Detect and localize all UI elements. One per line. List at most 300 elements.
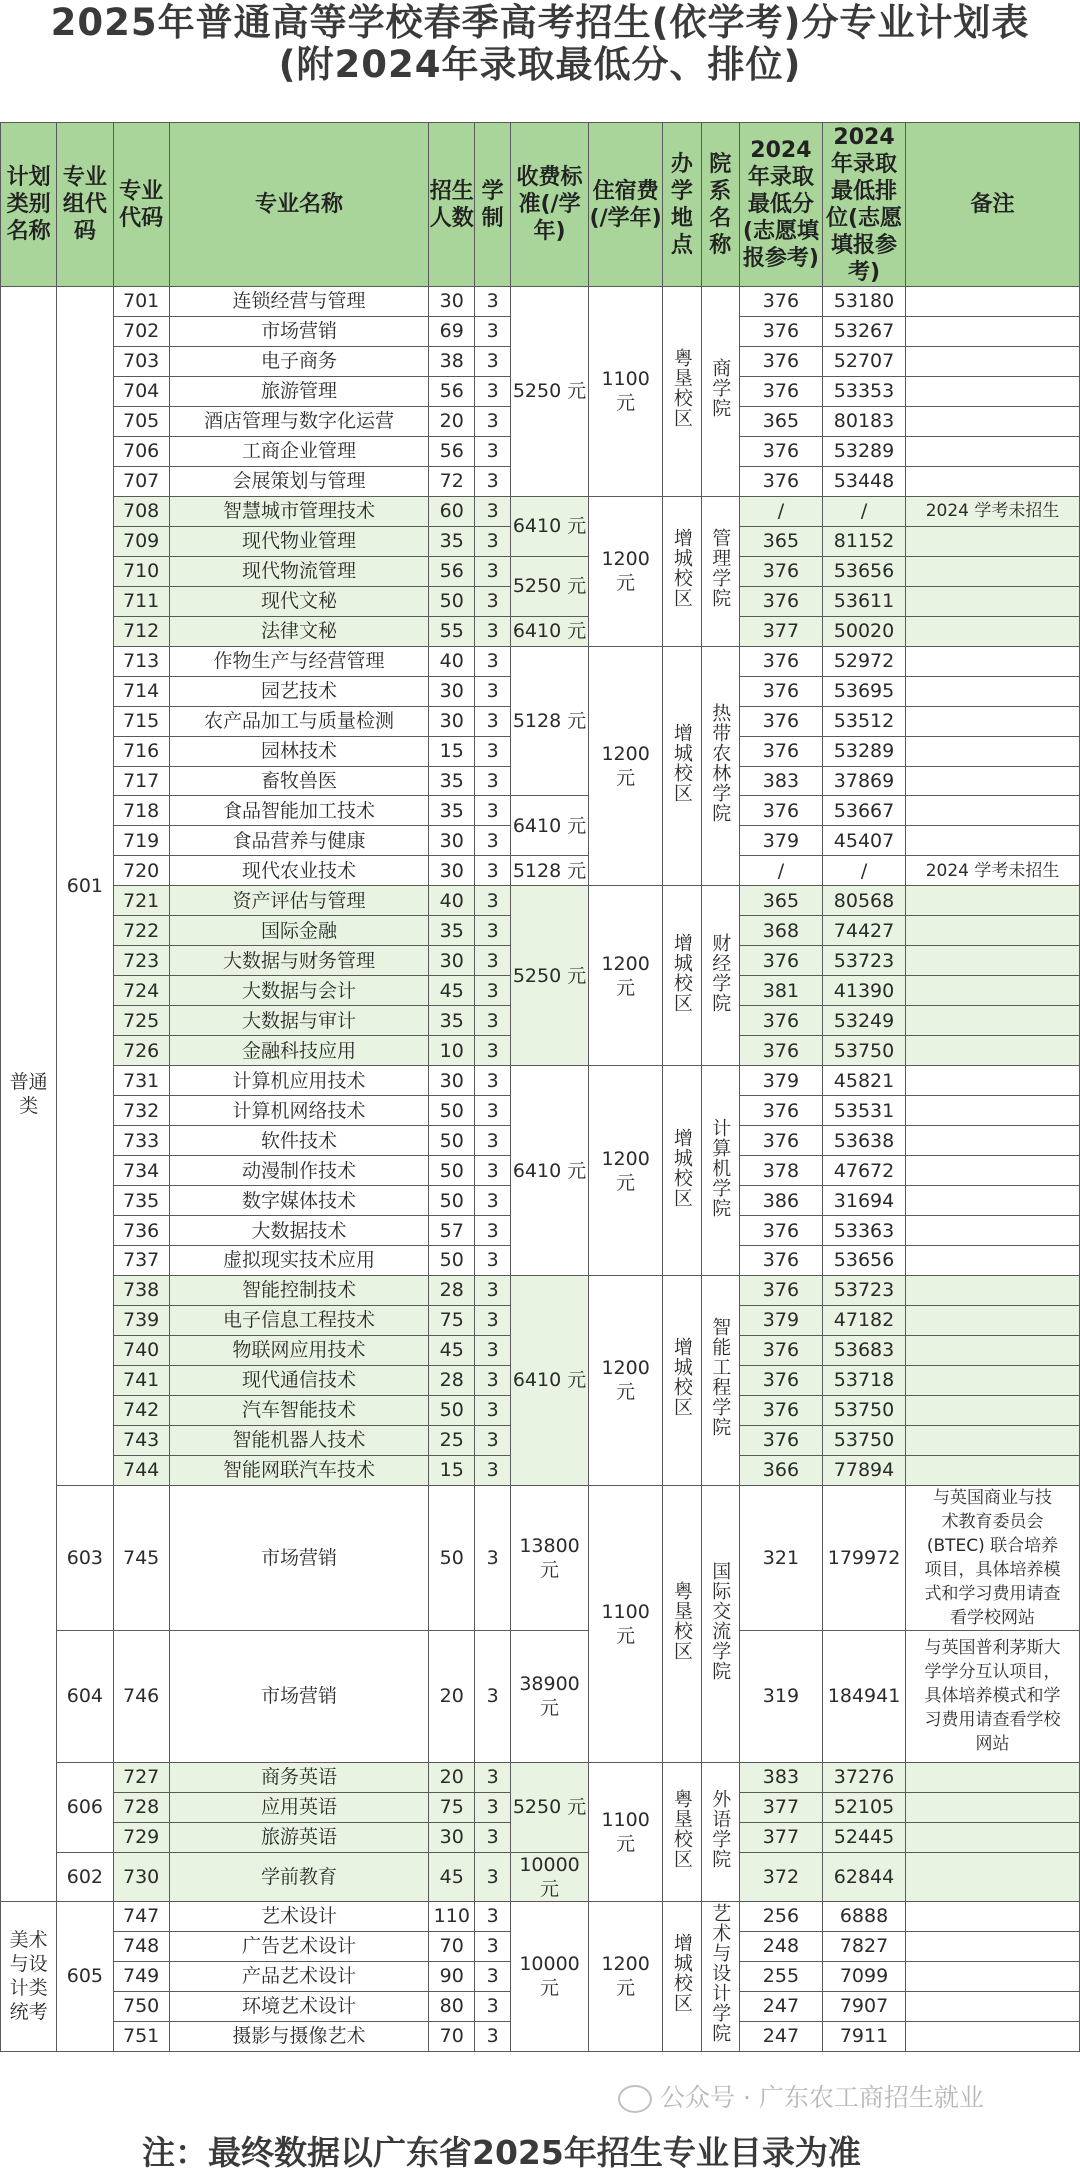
remark-line: 网站: [975, 1734, 1010, 1755]
remark-cell: [906, 1630, 1080, 1762]
duration-cell: 3: [475, 676, 511, 706]
department-cell: [701, 646, 739, 886]
duration-cell: 3: [475, 916, 511, 946]
enroll-count-cell: 55: [429, 616, 475, 646]
tuition-cell: 6410 元: [511, 796, 589, 856]
major-name-cell: 畜牧兽医: [169, 766, 429, 796]
major-name-cell: 智能控制技术: [169, 1275, 429, 1305]
tuition-cell: 6410 元: [511, 616, 589, 646]
campus-cell: [663, 1275, 701, 1485]
major-code-cell: 721: [113, 886, 169, 916]
major-name-cell: 大数据与财务管理: [169, 946, 429, 976]
tuition-cell: 13800 元: [511, 1485, 589, 1630]
header-cell: 招生人数: [429, 123, 475, 287]
duration-cell: 3: [475, 1216, 511, 1246]
min-rank-cell: 74427: [822, 916, 905, 946]
enroll-count-cell: 56: [429, 376, 475, 406]
tuition-cell: 5250 元: [511, 287, 589, 497]
table-row: [1, 886, 1080, 916]
remark-cell: [906, 556, 1080, 586]
major-code-cell: 741: [113, 1365, 169, 1395]
department-cell: [701, 1762, 739, 1901]
enroll-count-cell: 20: [429, 406, 475, 436]
duration-cell: 3: [475, 1335, 511, 1365]
min-score-cell: 372: [739, 1852, 822, 1901]
remark-cell: [906, 616, 1080, 646]
major-name-cell: 作物生产与经营管理: [169, 646, 429, 676]
tuition-cell: 5250 元: [511, 886, 589, 1066]
major-name-cell: 智能网联汽车技术: [169, 1455, 429, 1485]
header-cell: 办学地点: [663, 123, 701, 287]
min-score-cell: 376: [739, 1126, 822, 1156]
remark-cell: [906, 706, 1080, 736]
category-name: 美术 与设 计类 统考: [9, 1929, 48, 2024]
watermark-text: 公众号 · 广东农工商招生就业: [660, 2083, 984, 2112]
major-code-cell: 747: [113, 1901, 169, 1931]
major-code-cell: 736: [113, 1216, 169, 1246]
remark-cell: [906, 736, 1080, 766]
duration-cell: 3: [475, 1630, 511, 1762]
major-code-cell: 748: [113, 1931, 169, 1961]
min-rank-cell: /: [822, 496, 905, 526]
duration-cell: 3: [475, 856, 511, 886]
enroll-count-cell: 75: [429, 1305, 475, 1335]
duration-cell: 3: [475, 1395, 511, 1425]
enroll-count-cell: 75: [429, 1792, 475, 1822]
remark-cell: [906, 916, 1080, 946]
min-rank-cell: 53180: [822, 287, 905, 317]
enroll-count-cell: 50: [429, 1126, 475, 1156]
dorm-fee-cell: 1200 元: [589, 1275, 663, 1485]
major-code-cell: 706: [113, 436, 169, 466]
major-name-cell: 智能机器人技术: [169, 1425, 429, 1455]
major-name-cell: 工商企业管理: [169, 436, 429, 466]
duration-cell: 3: [475, 2021, 511, 2051]
enroll-count-cell: 35: [429, 526, 475, 556]
duration-cell: 3: [475, 1425, 511, 1455]
duration-cell: 3: [475, 287, 511, 317]
header-cell: 收费标准(/学年): [511, 123, 589, 287]
min-rank-cell: 7827: [822, 1931, 905, 1961]
major-name-cell: 应用英语: [169, 1792, 429, 1822]
remark-line: 术教育委员会: [941, 1511, 1044, 1532]
min-rank-cell: 53611: [822, 586, 905, 616]
dorm-fee-cell: 1200 元: [589, 1066, 663, 1276]
remark-cell: [906, 376, 1080, 406]
remark-line: 项目，具体培养模: [924, 1559, 1061, 1580]
remark-cell: [906, 1991, 1080, 2021]
table-row: [1, 1275, 1080, 1305]
major-code-cell: 715: [113, 706, 169, 736]
title-line-1: 2025年普通高等学校春季高考招生(依学考)分专业计划表: [50, 1, 1030, 44]
major-code-cell: 733: [113, 1126, 169, 1156]
remark-line: (BTEC) 联合培养: [926, 1535, 1059, 1556]
table-body: [1, 287, 1080, 2052]
header-cell: 专业组代码: [57, 123, 113, 287]
min-rank-cell: 53363: [822, 1216, 905, 1246]
min-rank-cell: 80568: [822, 886, 905, 916]
major-code-cell: 738: [113, 1275, 169, 1305]
duration-cell: 3: [475, 736, 511, 766]
min-rank-cell: 45821: [822, 1066, 905, 1096]
remark-cell: [906, 1036, 1080, 1066]
header-row: [1, 123, 1080, 287]
min-score-cell: 376: [739, 556, 822, 586]
header-cell: 计划类别名称: [1, 123, 57, 287]
remark-cell: [906, 1066, 1080, 1096]
enroll-count-cell: 28: [429, 1365, 475, 1395]
major-name-cell: 软件技术: [169, 1126, 429, 1156]
min-rank-cell: 37869: [822, 766, 905, 796]
enroll-count-cell: 30: [429, 826, 475, 856]
major-code-cell: 701: [113, 287, 169, 317]
remark-cell: [906, 826, 1080, 856]
min-score-cell: 376: [739, 1216, 822, 1246]
min-score-cell: 365: [739, 886, 822, 916]
min-rank-cell: 7911: [822, 2021, 905, 2051]
duration-cell: 3: [475, 1305, 511, 1335]
group-code-cell: 604: [57, 1630, 113, 1762]
duration-cell: 3: [475, 1822, 511, 1852]
group-code-cell: 602: [57, 1852, 113, 1901]
group-code-cell: 605: [57, 1901, 113, 2051]
enroll-count-cell: 30: [429, 946, 475, 976]
major-code-cell: 725: [113, 1006, 169, 1036]
enroll-count-cell: 90: [429, 1961, 475, 1991]
major-name-cell: 智慧城市管理技术: [169, 496, 429, 526]
enroll-count-cell: 25: [429, 1425, 475, 1455]
min-rank-cell: 53512: [822, 706, 905, 736]
remark-cell: 2024 学考未招生: [906, 496, 1080, 526]
campus-name: 增城校区: [670, 1933, 693, 2014]
remark-cell: [906, 1961, 1080, 1991]
table-row: [1, 796, 1080, 826]
table-row: [1, 1630, 1080, 1762]
duration-cell: 3: [475, 1126, 511, 1156]
min-score-cell: 376: [739, 646, 822, 676]
plan-table: [0, 122, 1080, 2052]
min-score-cell: 247: [739, 2021, 822, 2051]
major-name-cell: 园林技术: [169, 736, 429, 766]
remark-line: 与英国商业与技: [933, 1487, 1053, 1508]
min-rank-cell: 7099: [822, 1961, 905, 1991]
min-rank-cell: 52105: [822, 1792, 905, 1822]
campus-cell: [663, 646, 701, 886]
table-row: [1, 1762, 1080, 1792]
major-name-cell: 旅游管理: [169, 376, 429, 406]
department-name: 外语学院: [709, 1788, 732, 1869]
enroll-count-cell: 50: [429, 586, 475, 616]
duration-cell: 3: [475, 496, 511, 526]
department-cell: [701, 496, 739, 646]
duration-cell: 3: [475, 466, 511, 496]
major-code-cell: 740: [113, 1335, 169, 1365]
enroll-count-cell: 10: [429, 1036, 475, 1066]
duration-cell: 3: [475, 1066, 511, 1096]
enroll-count-cell: 70: [429, 1931, 475, 1961]
duration-cell: 3: [475, 1275, 511, 1305]
duration-cell: 3: [475, 886, 511, 916]
department-cell: [701, 1901, 739, 2051]
remark-cell: [906, 586, 1080, 616]
campus-cell: [663, 1901, 701, 2051]
enroll-count-cell: 30: [429, 706, 475, 736]
duration-cell: 3: [475, 1901, 511, 1931]
major-code-cell: 720: [113, 856, 169, 886]
remark-cell: [906, 1156, 1080, 1186]
major-name-cell: 现代物流管理: [169, 556, 429, 586]
enroll-count-cell: 30: [429, 287, 475, 317]
min-rank-cell: 53750: [822, 1395, 905, 1425]
tuition-cell: 5128 元: [511, 856, 589, 886]
remark-line: 看学校网站: [950, 1607, 1036, 1628]
major-code-cell: 719: [113, 826, 169, 856]
remark-cell: [906, 1096, 1080, 1126]
department-cell: [701, 1066, 739, 1276]
duration-cell: 3: [475, 616, 511, 646]
major-name-cell: 法律文秘: [169, 616, 429, 646]
major-name-cell: 市场营销: [169, 1630, 429, 1762]
duration-cell: 3: [475, 646, 511, 676]
remark-cell: [906, 1246, 1080, 1276]
min-rank-cell: 52972: [822, 646, 905, 676]
major-name-cell: 商务英语: [169, 1762, 429, 1792]
major-name-cell: 摄影与摄像艺术: [169, 2021, 429, 2051]
remark-cell: [906, 1186, 1080, 1216]
major-code-cell: 724: [113, 976, 169, 1006]
min-score-cell: 376: [739, 706, 822, 736]
remark-cell: [906, 1762, 1080, 1792]
wechat-icon: [618, 2085, 652, 2113]
table-row: [1, 616, 1080, 646]
min-rank-cell: 77894: [822, 1455, 905, 1485]
duration-cell: 3: [475, 1036, 511, 1066]
table-row: [1, 496, 1080, 526]
major-code-cell: 749: [113, 1961, 169, 1991]
major-code-cell: 732: [113, 1096, 169, 1126]
major-code-cell: 703: [113, 346, 169, 376]
remark-line: 学学分互认项目，: [924, 1662, 1061, 1683]
header-cell: 专业名称: [169, 123, 429, 287]
table-row: [1, 1852, 1080, 1901]
campus-name: 增城校区: [670, 1127, 693, 1208]
major-code-cell: 751: [113, 2021, 169, 2051]
duration-cell: 3: [475, 1365, 511, 1395]
min-rank-cell: 80183: [822, 406, 905, 436]
min-score-cell: 376: [739, 946, 822, 976]
min-rank-cell: 53249: [822, 1006, 905, 1036]
enroll-count-cell: 15: [429, 736, 475, 766]
major-name-cell: 电子商务: [169, 346, 429, 376]
department-cell: [701, 287, 739, 497]
min-score-cell: 376: [739, 1036, 822, 1066]
major-name-cell: 大数据与审计: [169, 1006, 429, 1036]
department-cell: [701, 1275, 739, 1485]
min-rank-cell: 53750: [822, 1425, 905, 1455]
min-score-cell: 381: [739, 976, 822, 1006]
min-rank-cell: 53267: [822, 316, 905, 346]
tuition-cell: 10000 元: [511, 1852, 589, 1901]
min-score-cell: 376: [739, 736, 822, 766]
enroll-count-cell: 70: [429, 2021, 475, 2051]
department-name: 商学院: [709, 358, 732, 419]
enroll-count-cell: 72: [429, 466, 475, 496]
department-name: 热带农林学院: [709, 703, 732, 823]
major-code-cell: 711: [113, 586, 169, 616]
duration-cell: 3: [475, 976, 511, 1006]
duration-cell: 3: [475, 1931, 511, 1961]
enroll-count-cell: 30: [429, 676, 475, 706]
major-name-cell: 现代文秘: [169, 586, 429, 616]
min-rank-cell: 53750: [822, 1036, 905, 1066]
min-rank-cell: 53353: [822, 376, 905, 406]
category-cell: [1, 287, 57, 1902]
duration-cell: 3: [475, 766, 511, 796]
enroll-count-cell: 30: [429, 1066, 475, 1096]
duration-cell: 3: [475, 1096, 511, 1126]
duration-cell: 3: [475, 1961, 511, 1991]
major-code-cell: 737: [113, 1246, 169, 1276]
major-name-cell: 大数据与会计: [169, 976, 429, 1006]
major-name-cell: 市场营销: [169, 1485, 429, 1630]
enroll-count-cell: 38: [429, 346, 475, 376]
min-score-cell: 365: [739, 406, 822, 436]
enroll-count-cell: 50: [429, 1246, 475, 1276]
major-name-cell: 会展策划与管理: [169, 466, 429, 496]
remark-cell: [906, 1216, 1080, 1246]
campus-name: 增城校区: [670, 1337, 693, 1418]
min-score-cell: 376: [739, 287, 822, 317]
duration-cell: 3: [475, 436, 511, 466]
enroll-count-cell: 40: [429, 886, 475, 916]
major-code-cell: 705: [113, 406, 169, 436]
duration-cell: 3: [475, 1991, 511, 2021]
min-score-cell: 376: [739, 346, 822, 376]
major-name-cell: 农产品加工与质量检测: [169, 706, 429, 736]
remark-line: 习费用请查看学校: [924, 1710, 1061, 1731]
duration-cell: 3: [475, 1246, 511, 1276]
header-cell: 学制: [475, 123, 511, 287]
min-score-cell: 247: [739, 1991, 822, 2021]
min-score-cell: 376: [739, 1096, 822, 1126]
min-rank-cell: 62844: [822, 1852, 905, 1901]
min-score-cell: 376: [739, 1335, 822, 1365]
min-score-cell: 379: [739, 1066, 822, 1096]
min-rank-cell: 184941: [822, 1630, 905, 1762]
remark-line: 式和学习费用请查: [924, 1583, 1061, 1604]
min-score-cell: 376: [739, 1425, 822, 1455]
category-cell: [1, 1901, 57, 2051]
min-rank-cell: 52445: [822, 1822, 905, 1852]
remark-cell: 2024 学考未招生: [906, 856, 1080, 886]
enroll-count-cell: 69: [429, 316, 475, 346]
min-rank-cell: 53638: [822, 1126, 905, 1156]
tuition-cell: 5250 元: [511, 1762, 589, 1852]
min-rank-cell: 53667: [822, 796, 905, 826]
enroll-count-cell: 45: [429, 1335, 475, 1365]
header-cell: 备注: [906, 123, 1080, 287]
duration-cell: 3: [475, 1186, 511, 1216]
major-name-cell: 现代农业技术: [169, 856, 429, 886]
major-name-cell: 环境艺术设计: [169, 1991, 429, 2021]
department-name: 艺术与设计学院: [709, 1903, 732, 2044]
min-score-cell: 386: [739, 1186, 822, 1216]
department-name: 智能工程学院: [709, 1317, 732, 1438]
header-cell: 专业代码: [113, 123, 169, 287]
major-code-cell: 750: [113, 1991, 169, 2021]
remark-cell: [906, 1395, 1080, 1425]
major-name-cell: 虚拟现实技术应用: [169, 1246, 429, 1276]
department-name: 计算机学院: [709, 1117, 732, 1218]
min-score-cell: 321: [739, 1485, 822, 1630]
dorm-fee-cell: 1100 元: [589, 1485, 663, 1762]
min-rank-cell: 81152: [822, 526, 905, 556]
header-cell: 2024年录取最低排位(志愿填报参考): [822, 123, 905, 287]
remark-cell: [906, 946, 1080, 976]
department-name: 国际交流学院: [709, 1560, 732, 1681]
duration-cell: 3: [475, 1762, 511, 1792]
major-name-cell: 产品艺术设计: [169, 1961, 429, 1991]
duration-cell: 3: [475, 1455, 511, 1485]
enroll-count-cell: 20: [429, 1630, 475, 1762]
enroll-count-cell: 80: [429, 1991, 475, 2021]
header-cell: 2024年录取最低分(志愿填报参考): [739, 123, 822, 287]
min-score-cell: 365: [739, 526, 822, 556]
group-code-cell: 606: [57, 1762, 113, 1852]
enroll-count-cell: 60: [429, 496, 475, 526]
major-name-cell: 市场营销: [169, 316, 429, 346]
major-code-cell: 708: [113, 496, 169, 526]
min-score-cell: 376: [739, 436, 822, 466]
min-score-cell: 376: [739, 1365, 822, 1395]
remark-line: 具体培养模式和学: [924, 1686, 1061, 1707]
duration-cell: 3: [475, 1006, 511, 1036]
remark-cell: [906, 316, 1080, 346]
major-code-cell: 731: [113, 1066, 169, 1096]
min-rank-cell: 53695: [822, 676, 905, 706]
enroll-count-cell: 45: [429, 1852, 475, 1901]
enroll-count-cell: 50: [429, 1156, 475, 1186]
enroll-count-cell: 57: [429, 1216, 475, 1246]
major-code-cell: 717: [113, 766, 169, 796]
remark-cell: [906, 526, 1080, 556]
table-row: [1, 1066, 1080, 1096]
remark-cell: [906, 1485, 1080, 1630]
min-score-cell: 376: [739, 796, 822, 826]
remark-cell: [906, 1006, 1080, 1036]
remark-cell: [906, 1931, 1080, 1961]
duration-cell: 3: [475, 706, 511, 736]
duration-cell: 3: [475, 1485, 511, 1630]
major-code-cell: 734: [113, 1156, 169, 1186]
major-name-cell: 食品智能加工技术: [169, 796, 429, 826]
enroll-count-cell: 15: [429, 1455, 475, 1485]
campus-name: 增城校区: [670, 528, 693, 609]
min-rank-cell: 7907: [822, 1991, 905, 2021]
major-name-cell: 园艺技术: [169, 676, 429, 706]
watermark: [618, 2078, 984, 2114]
duration-cell: 3: [475, 796, 511, 826]
major-name-cell: 数字媒体技术: [169, 1186, 429, 1216]
duration-cell: 3: [475, 526, 511, 556]
major-code-cell: 728: [113, 1792, 169, 1822]
table-row: [1, 287, 1080, 317]
duration-cell: 3: [475, 316, 511, 346]
duration-cell: 3: [475, 586, 511, 616]
campus-name: 增城校区: [670, 723, 693, 803]
enroll-count-cell: 35: [429, 916, 475, 946]
min-score-cell: /: [739, 856, 822, 886]
